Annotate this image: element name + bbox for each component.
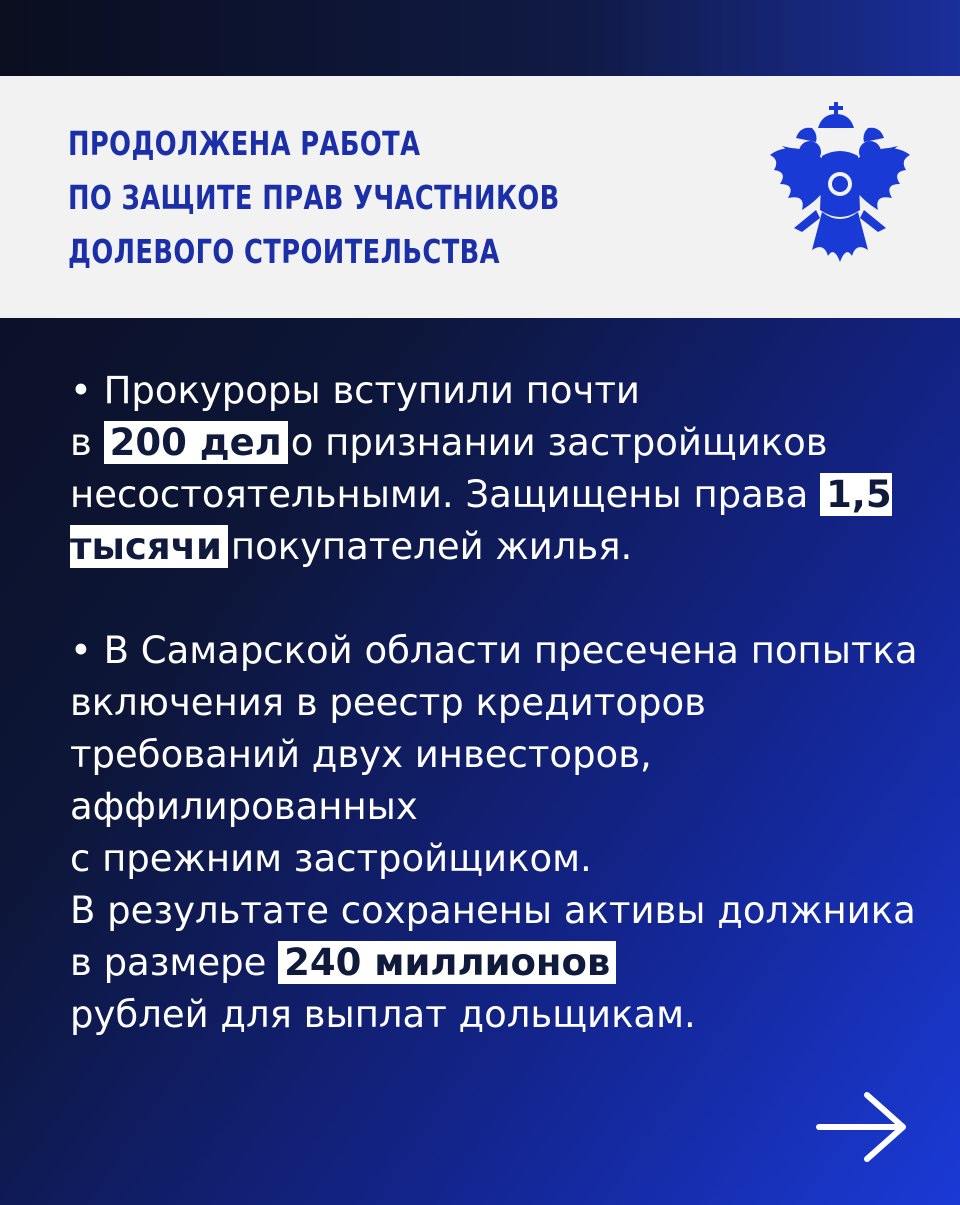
p2-part2: с прежним застройщиком. (70, 837, 592, 880)
paragraph-samara (70, 625, 930, 1041)
p1-part2: в (70, 421, 92, 464)
title-line-1: ПРОДОЛЖЕНА РАБОТА (68, 124, 421, 163)
p1-part1: • Прокуроры вступили почти (70, 369, 640, 412)
top-strip (0, 0, 960, 76)
arrow-right-icon[interactable] (815, 1090, 910, 1165)
highlight-assets-amount: 240 миллионов (278, 941, 616, 984)
title-line-3: ДОЛЕВОГО СТРОИТЕЛЬСТВА (68, 232, 500, 271)
p2-part1: • В Самарской области пресечена попытка включения в реестр кредиторов требований двух инвесторов, аффилированных (70, 629, 918, 828)
double-headed-eagle-emblem-icon (760, 100, 920, 275)
p1-part3: о признании застройщиков несостоятельными. Защищены права (70, 421, 828, 516)
highlight-cases-count: 200 дел (104, 421, 288, 464)
main-content (70, 365, 930, 1041)
paragraph-bankruptcy (70, 365, 930, 573)
p1-part4: покупателей жилья. (230, 525, 633, 568)
page-title (68, 117, 567, 279)
title-line-2: ПО ЗАЩИТЕ ПРАВ УЧАСТНИКОВ (68, 178, 560, 217)
highlight-buyers-count: 1,5 тысячи (70, 473, 892, 568)
p2-part3: В результате сохранены активы должника в размере (70, 889, 916, 984)
p2-part4: рублей для выплат дольщикам. (70, 993, 696, 1036)
